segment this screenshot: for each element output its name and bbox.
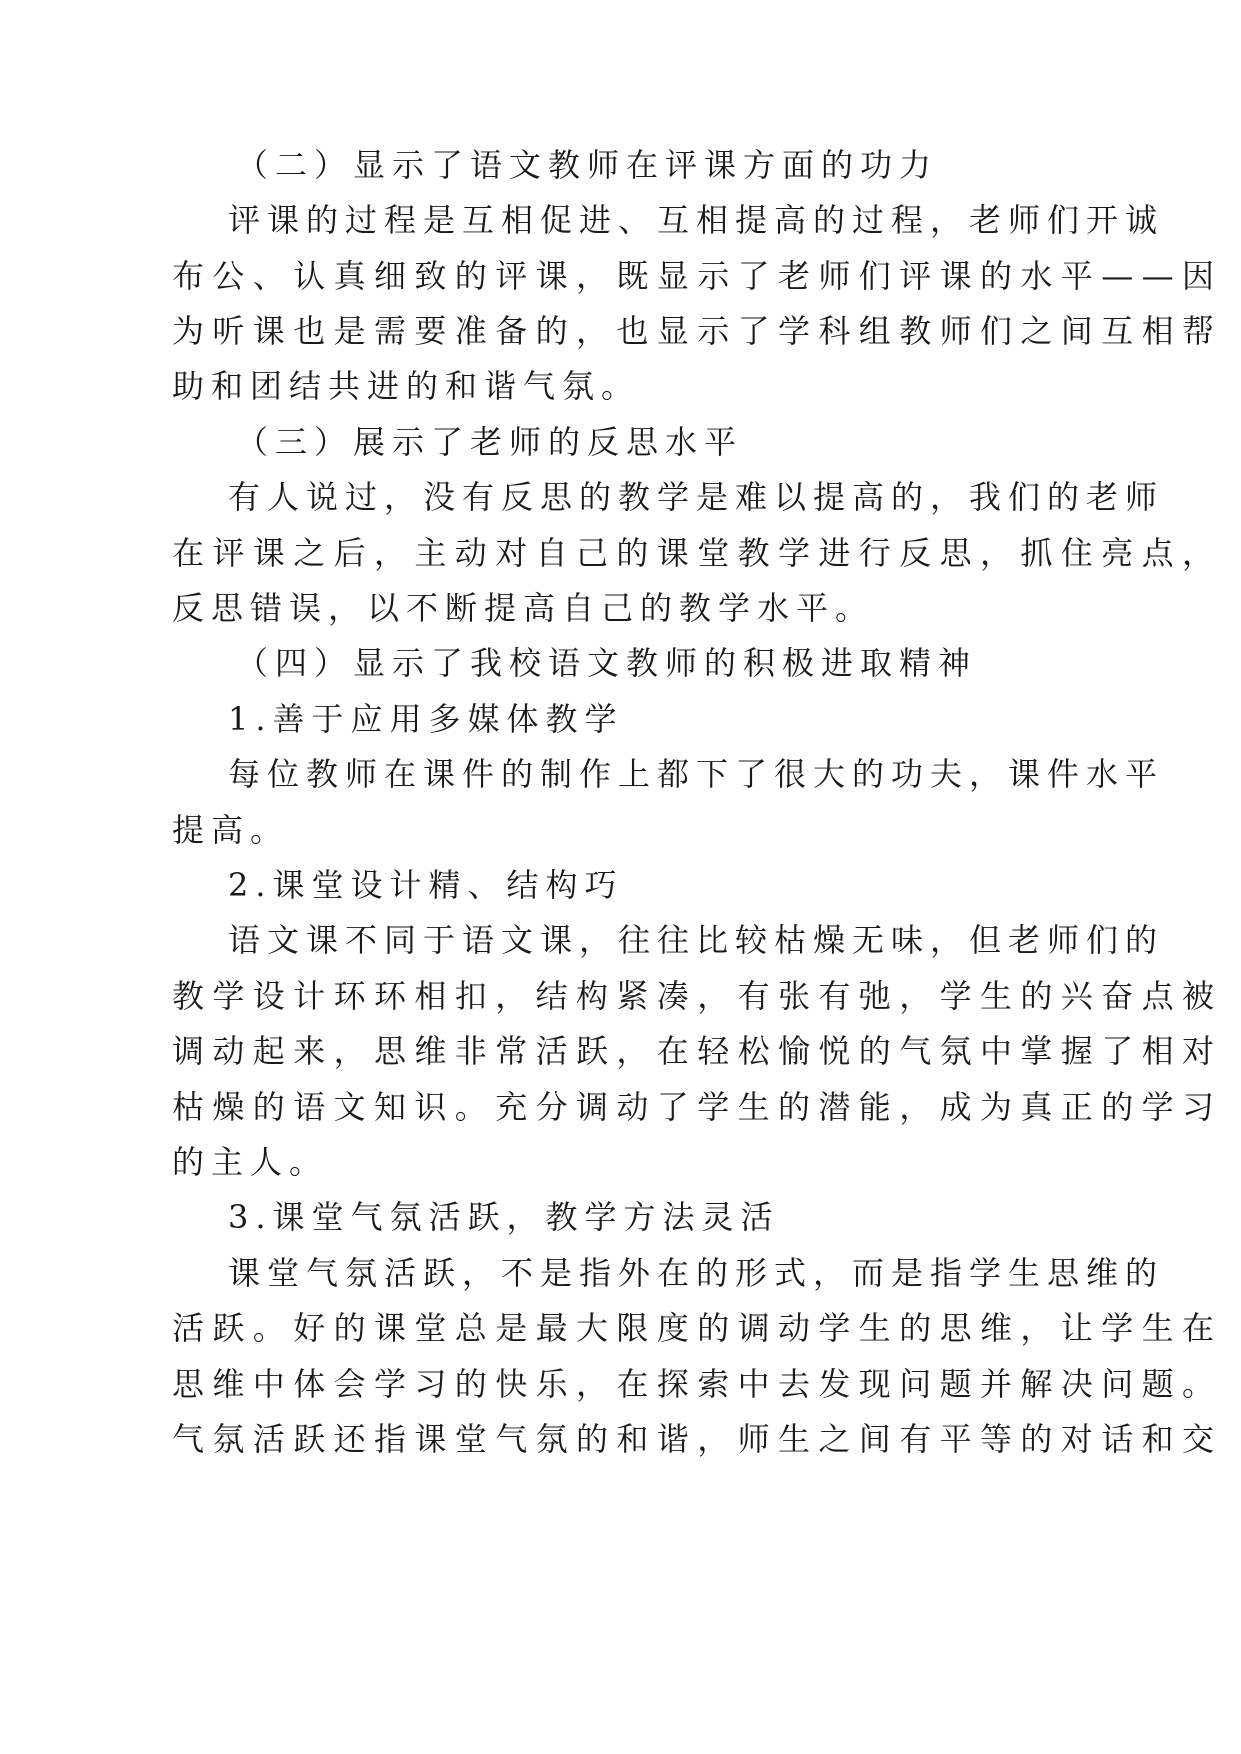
section-heading-4: （四）显示了我校语文教师的积极进取精神 <box>236 644 978 682</box>
paragraph-line: 布公、认真细致的评课，既显示了老师们评课的水平——因 <box>172 257 1223 295</box>
paragraph-line: 思维中体会学习的快乐，在探索中去发现问题并解决问题。 <box>172 1365 1223 1403</box>
paragraph-line: 每位教师在课件的制作上都下了很大的功夫，课件水平 <box>228 755 1165 793</box>
section-heading-2: （二）显示了语文教师在评课方面的功力 <box>236 146 939 184</box>
subheading-2: 2.课堂设计精、结构巧 <box>228 866 624 904</box>
paragraph-line: 为听课也是需要准备的，也显示了学科组教师们之间互相帮 <box>172 312 1223 350</box>
paragraph-line: 反思错误，以不断提高自己的教学水平。 <box>172 589 875 627</box>
paragraph-line: 提高。 <box>172 811 290 849</box>
paragraph-line: 课堂气氛活跃，不是指外在的形式，而是指学生思维的 <box>228 1254 1165 1292</box>
paragraph-line: 助和团结共进的和谐气氛。 <box>172 367 641 405</box>
paragraph-line: 有人说过，没有反思的教学是难以提高的，我们的老师 <box>228 478 1165 516</box>
paragraph-line: 调动起来，思维非常活跃，在轻松愉悦的气氛中掌握了相对 <box>172 1032 1223 1070</box>
paragraph-line: 枯燥的语文知识。充分调动了学生的潜能，成为真正的学习 <box>172 1088 1223 1126</box>
paragraph-line: 教学设计环环相扣，结构紧凑，有张有弛，学生的兴奋点被 <box>172 977 1223 1015</box>
paragraph-line: 评课的过程是互相促进、互相提高的过程，老师们开诚 <box>228 201 1165 239</box>
paragraph-line: 在评课之后，主动对自己的课堂教学进行反思，抓住亮点， <box>172 534 1223 572</box>
paragraph-line: 活跃。好的课堂总是最大限度的调动学生的思维，让学生在 <box>172 1309 1223 1347</box>
subheading-1: 1.善于应用多媒体教学 <box>228 700 624 738</box>
paragraph-line: 的主人。 <box>172 1143 329 1181</box>
section-heading-3: （三）展示了老师的反思水平 <box>236 423 744 461</box>
subheading-3: 3.课堂气氛活跃，教学方法灵活 <box>228 1198 780 1236</box>
paragraph-line: 气氛活跃还指课堂气氛的和谐，师生之间有平等的对话和交 <box>172 1420 1223 1458</box>
paragraph-line: 语文课不同于语文课，往往比较枯燥无味，但老师们的 <box>228 921 1165 959</box>
